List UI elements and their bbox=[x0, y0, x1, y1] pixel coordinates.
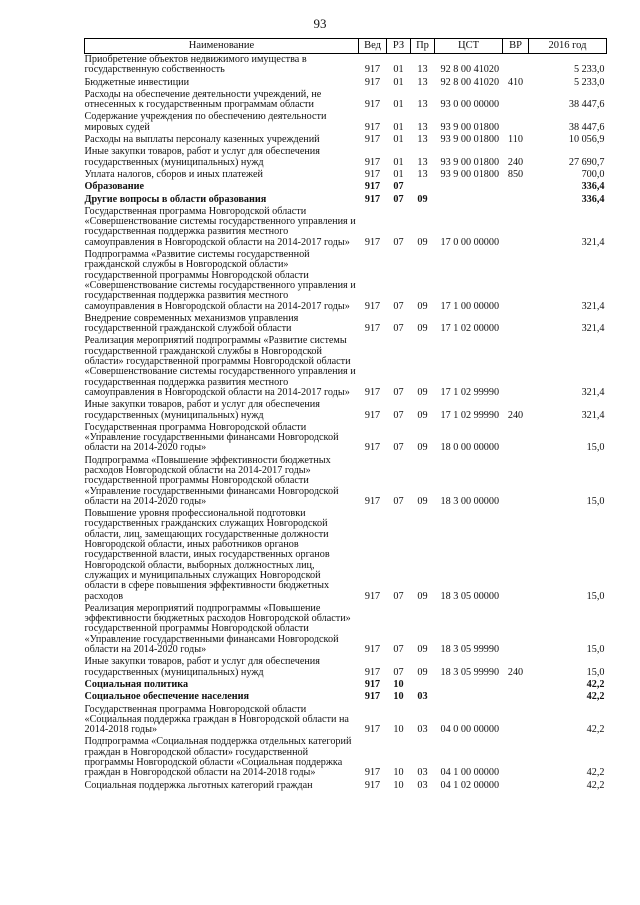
row-pr: 09 bbox=[417, 590, 428, 602]
row-amount: 321,4 bbox=[581, 300, 605, 312]
row-ved: 917 bbox=[364, 323, 381, 335]
row-rz: 07 bbox=[393, 323, 404, 335]
table-row bbox=[85, 111, 607, 134]
row-amount: 321,4 bbox=[581, 386, 605, 398]
row-vr bbox=[503, 691, 529, 703]
row-rz: 10 bbox=[393, 767, 404, 779]
row-pr: 03 bbox=[417, 691, 428, 703]
row-vr bbox=[503, 704, 529, 737]
row-cst: 17 1 00 00000 bbox=[440, 300, 500, 312]
row-ved: 917 bbox=[364, 121, 381, 133]
row-amount: 5 233,0 bbox=[573, 76, 605, 88]
row-name: Государственная программа Новгородской области «Управление государственными финансами Новгородской области на 2014-2020 годы» bbox=[84, 421, 339, 454]
row-ved: 917 bbox=[364, 300, 381, 312]
row-rz: 01 bbox=[393, 76, 404, 88]
header-year: 2016 год bbox=[529, 39, 607, 54]
header-vr: ВР bbox=[503, 39, 529, 54]
row-ved: 917 bbox=[364, 644, 381, 656]
row-ved: 917 bbox=[364, 193, 381, 205]
row-ved: 917 bbox=[364, 99, 381, 111]
row-name: Содержание учреждения по обеспечению деятельности мировых судей bbox=[84, 111, 327, 133]
row-cst: 17 0 00 00000 bbox=[440, 236, 500, 248]
row-vr bbox=[503, 603, 529, 656]
row-pr: 13 bbox=[417, 168, 428, 180]
row-name: Расходы на выплаты персоналу казенных учреждений bbox=[84, 134, 320, 146]
row-amount: 321,4 bbox=[581, 409, 605, 421]
row-pr: 03 bbox=[417, 779, 428, 791]
table-row bbox=[85, 313, 607, 336]
row-pr: 13 bbox=[417, 156, 428, 168]
row-name: Бюджетные инвестиции bbox=[84, 76, 190, 88]
row-rz: 07 bbox=[393, 442, 404, 454]
table-row bbox=[85, 691, 607, 703]
row-pr: 09 bbox=[417, 236, 428, 248]
row-vr bbox=[503, 736, 529, 779]
row-rz: 07 bbox=[393, 644, 404, 656]
row-amount: 15,0 bbox=[586, 442, 605, 454]
row-rz: 07 bbox=[393, 236, 404, 248]
table-row bbox=[85, 736, 607, 779]
row-cst: 04 1 02 00000 bbox=[440, 779, 500, 791]
row-cst: 04 1 00 00000 bbox=[440, 767, 500, 779]
row-vr bbox=[503, 206, 529, 249]
row-ved: 917 bbox=[364, 168, 381, 180]
row-cst: 93 9 00 01800 bbox=[440, 121, 500, 133]
row-cst: 18 0 00 00000 bbox=[440, 442, 500, 454]
page-number: 93 bbox=[313, 16, 327, 31]
row-vr: 110 bbox=[508, 134, 523, 146]
row-rz: 10 bbox=[393, 678, 404, 690]
row-rz: 07 bbox=[393, 409, 404, 421]
row-cst: 18 3 00 00000 bbox=[440, 495, 500, 507]
row-cst: 93 0 00 00000 bbox=[440, 99, 500, 111]
header-name: Наименование bbox=[85, 39, 359, 54]
row-name: Уплата налогов, сборов и иных платежей bbox=[84, 168, 263, 180]
table-row bbox=[85, 194, 607, 206]
row-name: Расходы на обеспечение деятельности учреждений, не отнесенных к государственным программам области bbox=[84, 88, 322, 111]
budget-table bbox=[84, 38, 607, 792]
row-pr: 09 bbox=[417, 442, 428, 454]
row-vr bbox=[503, 508, 529, 603]
row-ved: 917 bbox=[364, 76, 381, 88]
table-row bbox=[85, 603, 607, 656]
row-cst bbox=[435, 194, 503, 206]
row-vr bbox=[503, 249, 529, 313]
row-amount: 321,4 bbox=[581, 323, 605, 335]
row-rz: 01 bbox=[393, 156, 404, 168]
row-vr: 850 bbox=[507, 168, 524, 180]
row-vr bbox=[503, 111, 529, 134]
row-amount: 15,0 bbox=[586, 590, 605, 602]
row-amount: 42,2 bbox=[586, 691, 605, 703]
row-name: Иные закупки товаров, работ и услуг для обеспечения государственных (муниципальных) нужд bbox=[84, 146, 320, 168]
row-vr bbox=[503, 422, 529, 455]
row-pr: 13 bbox=[417, 134, 428, 146]
table-row bbox=[85, 399, 607, 422]
row-vr: 240 bbox=[507, 156, 524, 168]
table-row bbox=[85, 169, 607, 181]
row-name: Образование bbox=[84, 181, 145, 193]
row-pr: 09 bbox=[417, 495, 428, 507]
row-pr: 09 bbox=[417, 300, 428, 312]
row-cst: 17 1 02 00000 bbox=[440, 323, 500, 335]
row-amount: 42,2 bbox=[586, 779, 605, 791]
row-ved: 917 bbox=[364, 64, 381, 76]
row-amount: 10 056,9 bbox=[568, 134, 605, 146]
table-row bbox=[85, 89, 607, 112]
row-cst bbox=[435, 679, 503, 691]
row-ved: 917 bbox=[364, 724, 381, 736]
row-vr: 410 bbox=[507, 76, 524, 88]
table-row bbox=[85, 77, 607, 89]
row-cst: 93 9 00 01800 bbox=[440, 168, 500, 180]
row-cst: 92 8 00 41020 bbox=[440, 76, 500, 88]
row-cst: 93 9 00 01800 bbox=[440, 134, 500, 146]
row-rz: 01 bbox=[393, 99, 404, 111]
row-rz: 07 bbox=[393, 181, 404, 193]
row-pr: 13 bbox=[417, 121, 428, 133]
row-amount: 336,4 bbox=[581, 181, 605, 193]
row-vr bbox=[503, 679, 529, 691]
row-amount: 700,0 bbox=[581, 168, 605, 180]
row-ved: 917 bbox=[364, 181, 381, 193]
row-ved: 917 bbox=[364, 134, 381, 146]
row-cst: 18 3 05 99990 bbox=[440, 644, 500, 656]
header-rz: РЗ bbox=[387, 39, 411, 54]
row-amount: 42,2 bbox=[586, 678, 605, 690]
row-rz: 07 bbox=[393, 666, 404, 678]
row-name: Повышение уровня профессиональной подготовки государственных гражданских служащих Новгородской области, лиц, замещающих государственные должности Новгородской области, иных работников органов государственной власти, иных государственных органов Новгородской области, выборных должностных лиц, служащих и муниципальных служащих Новгородской области в сфере повышения эффективности бюджетных расходов bbox=[84, 508, 330, 602]
row-rz: 10 bbox=[393, 779, 404, 791]
row-amount: 38 447,6 bbox=[568, 99, 605, 111]
table-header-row bbox=[85, 39, 607, 54]
row-ved: 917 bbox=[364, 156, 381, 168]
row-rz: 07 bbox=[393, 590, 404, 602]
header-pr: Пр bbox=[411, 39, 435, 54]
row-rz: 01 bbox=[393, 121, 404, 133]
row-rz: 07 bbox=[393, 300, 404, 312]
row-ved: 917 bbox=[364, 495, 381, 507]
row-pr: 03 bbox=[417, 724, 428, 736]
row-pr: 13 bbox=[417, 64, 428, 76]
row-amount: 15,0 bbox=[586, 666, 605, 678]
row-pr: 09 bbox=[417, 666, 428, 678]
row-amount: 336,4 bbox=[581, 193, 605, 205]
row-ved: 917 bbox=[364, 409, 381, 421]
row-vr: 240 bbox=[507, 409, 524, 421]
row-vr bbox=[503, 89, 529, 112]
row-ved: 917 bbox=[364, 590, 381, 602]
header-cst: ЦСТ bbox=[435, 39, 503, 54]
row-amount: 15,0 bbox=[586, 495, 605, 507]
row-pr: 13 bbox=[417, 76, 428, 88]
row-pr bbox=[411, 181, 435, 193]
row-ved: 917 bbox=[364, 779, 381, 791]
row-cst: 04 0 00 00000 bbox=[440, 724, 500, 736]
header-ved: Вед bbox=[359, 39, 387, 54]
row-ved: 917 bbox=[364, 442, 381, 454]
row-pr: 09 bbox=[417, 193, 428, 205]
row-pr: 09 bbox=[417, 323, 428, 335]
row-pr: 09 bbox=[417, 644, 428, 656]
row-vr bbox=[503, 455, 529, 508]
row-rz: 10 bbox=[393, 724, 404, 736]
table-row bbox=[85, 455, 607, 508]
table-row bbox=[85, 335, 607, 399]
row-name: Реализация мероприятий подпрограммы «Развитие системы государственной гражданской службы в Новгородской области» государственной программы Новгородской области «Совершенствование системы государственного управления и государственная поддержка развития местного самоуправления в Новгородской области на 2014-2017 годы» bbox=[84, 335, 356, 398]
row-ved: 917 bbox=[364, 386, 381, 398]
row-name: Внедрение современных механизмов управления государственной гражданской службой области bbox=[84, 312, 299, 335]
row-rz: 07 bbox=[393, 495, 404, 507]
row-amount: 15,0 bbox=[586, 644, 605, 656]
row-vr bbox=[503, 335, 529, 399]
row-name: Подпрограмма «Развитие системы государственной гражданской службы в Новгородской области» государственной программы Новгородской области «Совершенствование системы государственного управления и государственная поддержка развития местного самоуправления в Новгородской области на 2014-2017 годы» bbox=[84, 249, 356, 312]
table-row bbox=[85, 134, 607, 146]
row-rz: 01 bbox=[393, 64, 404, 76]
row-pr: 09 bbox=[417, 409, 428, 421]
row-name: Реализация мероприятий подпрограммы «Повышение эффективности бюджетных расходов Новгородской области» государственной программы Новгородской области «Управление государственными финансами Новгородской области на 2014-2020 годы» bbox=[84, 602, 351, 656]
row-rz: 07 bbox=[393, 193, 404, 205]
row-name: Государственная программа Новгородской области «Совершенствование системы государственного управления и государственная поддержка развития местного самоуправления в Новгородской области на 2014-2017 годы» bbox=[84, 205, 356, 248]
row-name: Иные закупки товаров, работ и услуг для обеспечения государственных (муниципальных) нужд bbox=[84, 656, 320, 678]
row-amount: 42,2 bbox=[586, 767, 605, 779]
row-pr: 13 bbox=[417, 99, 428, 111]
row-pr: 03 bbox=[417, 767, 428, 779]
row-vr bbox=[503, 181, 529, 193]
row-cst: 17 1 02 99990 bbox=[440, 409, 500, 421]
row-rz: 10 bbox=[393, 691, 404, 703]
row-name: Социальная поддержка льготных категорий граждан bbox=[84, 779, 313, 791]
row-amount: 42,2 bbox=[586, 724, 605, 736]
row-amount: 38 447,6 bbox=[568, 121, 605, 133]
row-vr bbox=[503, 780, 529, 792]
row-rz: 01 bbox=[393, 168, 404, 180]
table-row bbox=[85, 54, 607, 77]
row-cst bbox=[435, 181, 503, 193]
row-cst: 18 3 05 00000 bbox=[440, 590, 500, 602]
table-row bbox=[85, 249, 607, 313]
row-cst: 18 3 05 99990 bbox=[440, 666, 500, 678]
table-row bbox=[85, 422, 607, 455]
row-ved: 917 bbox=[364, 767, 381, 779]
row-name: Государственная программа Новгородской области «Социальная поддержка граждан в Новгородской области на 2014-2018 годы» bbox=[84, 703, 349, 736]
table-row bbox=[85, 508, 607, 603]
row-amount: 27 690,7 bbox=[568, 156, 605, 168]
row-cst: 93 9 00 01800 bbox=[440, 156, 500, 168]
row-cst bbox=[435, 691, 503, 703]
row-ved: 917 bbox=[364, 691, 381, 703]
table-row bbox=[85, 206, 607, 249]
row-vr: 240 bbox=[507, 666, 524, 678]
row-vr bbox=[503, 313, 529, 336]
table-row bbox=[85, 181, 607, 193]
row-vr bbox=[503, 54, 529, 77]
row-name: Приобретение объектов недвижимого имущества в государственную собственность bbox=[84, 54, 307, 76]
row-rz: 01 bbox=[393, 134, 404, 146]
row-name: Подпрограмма «Повышение эффективности бюджетных расходов Новгородской области на 2014-2017 годы» государственной программы Новгородской области «Управление государственными финансами Новгородской области на 2014-2020 годы» bbox=[84, 454, 339, 507]
row-name: Социальная политика bbox=[84, 678, 189, 690]
row-pr bbox=[411, 679, 435, 691]
row-name: Другие вопросы в области образования bbox=[84, 193, 267, 205]
row-vr bbox=[503, 194, 529, 206]
row-cst: 92 8 00 41020 bbox=[440, 64, 500, 76]
row-name: Иные закупки товаров, работ и услуг для обеспечения государственных (муниципальных) нужд bbox=[84, 399, 320, 421]
row-amount: 321,4 bbox=[581, 236, 605, 248]
table-row bbox=[85, 146, 607, 169]
row-ved: 917 bbox=[364, 678, 381, 690]
row-rz: 07 bbox=[393, 386, 404, 398]
row-cst: 17 1 02 99990 bbox=[440, 386, 500, 398]
table-row bbox=[85, 704, 607, 737]
row-ved: 917 bbox=[364, 666, 381, 678]
row-ved: 917 bbox=[364, 236, 381, 248]
row-pr: 09 bbox=[417, 386, 428, 398]
row-name: Социальное обеспечение населения bbox=[84, 691, 250, 703]
table-row bbox=[85, 679, 607, 691]
row-amount: 5 233,0 bbox=[573, 64, 605, 76]
row-name: Подпрограмма «Социальная поддержка отдельных категорий граждан в Новгородской области» государственной программы Новгородской области «Социальная поддержка граждан в Новгородской области на 2014-2018 годы» bbox=[84, 736, 352, 779]
table-row bbox=[85, 656, 607, 679]
table-row bbox=[85, 780, 607, 792]
